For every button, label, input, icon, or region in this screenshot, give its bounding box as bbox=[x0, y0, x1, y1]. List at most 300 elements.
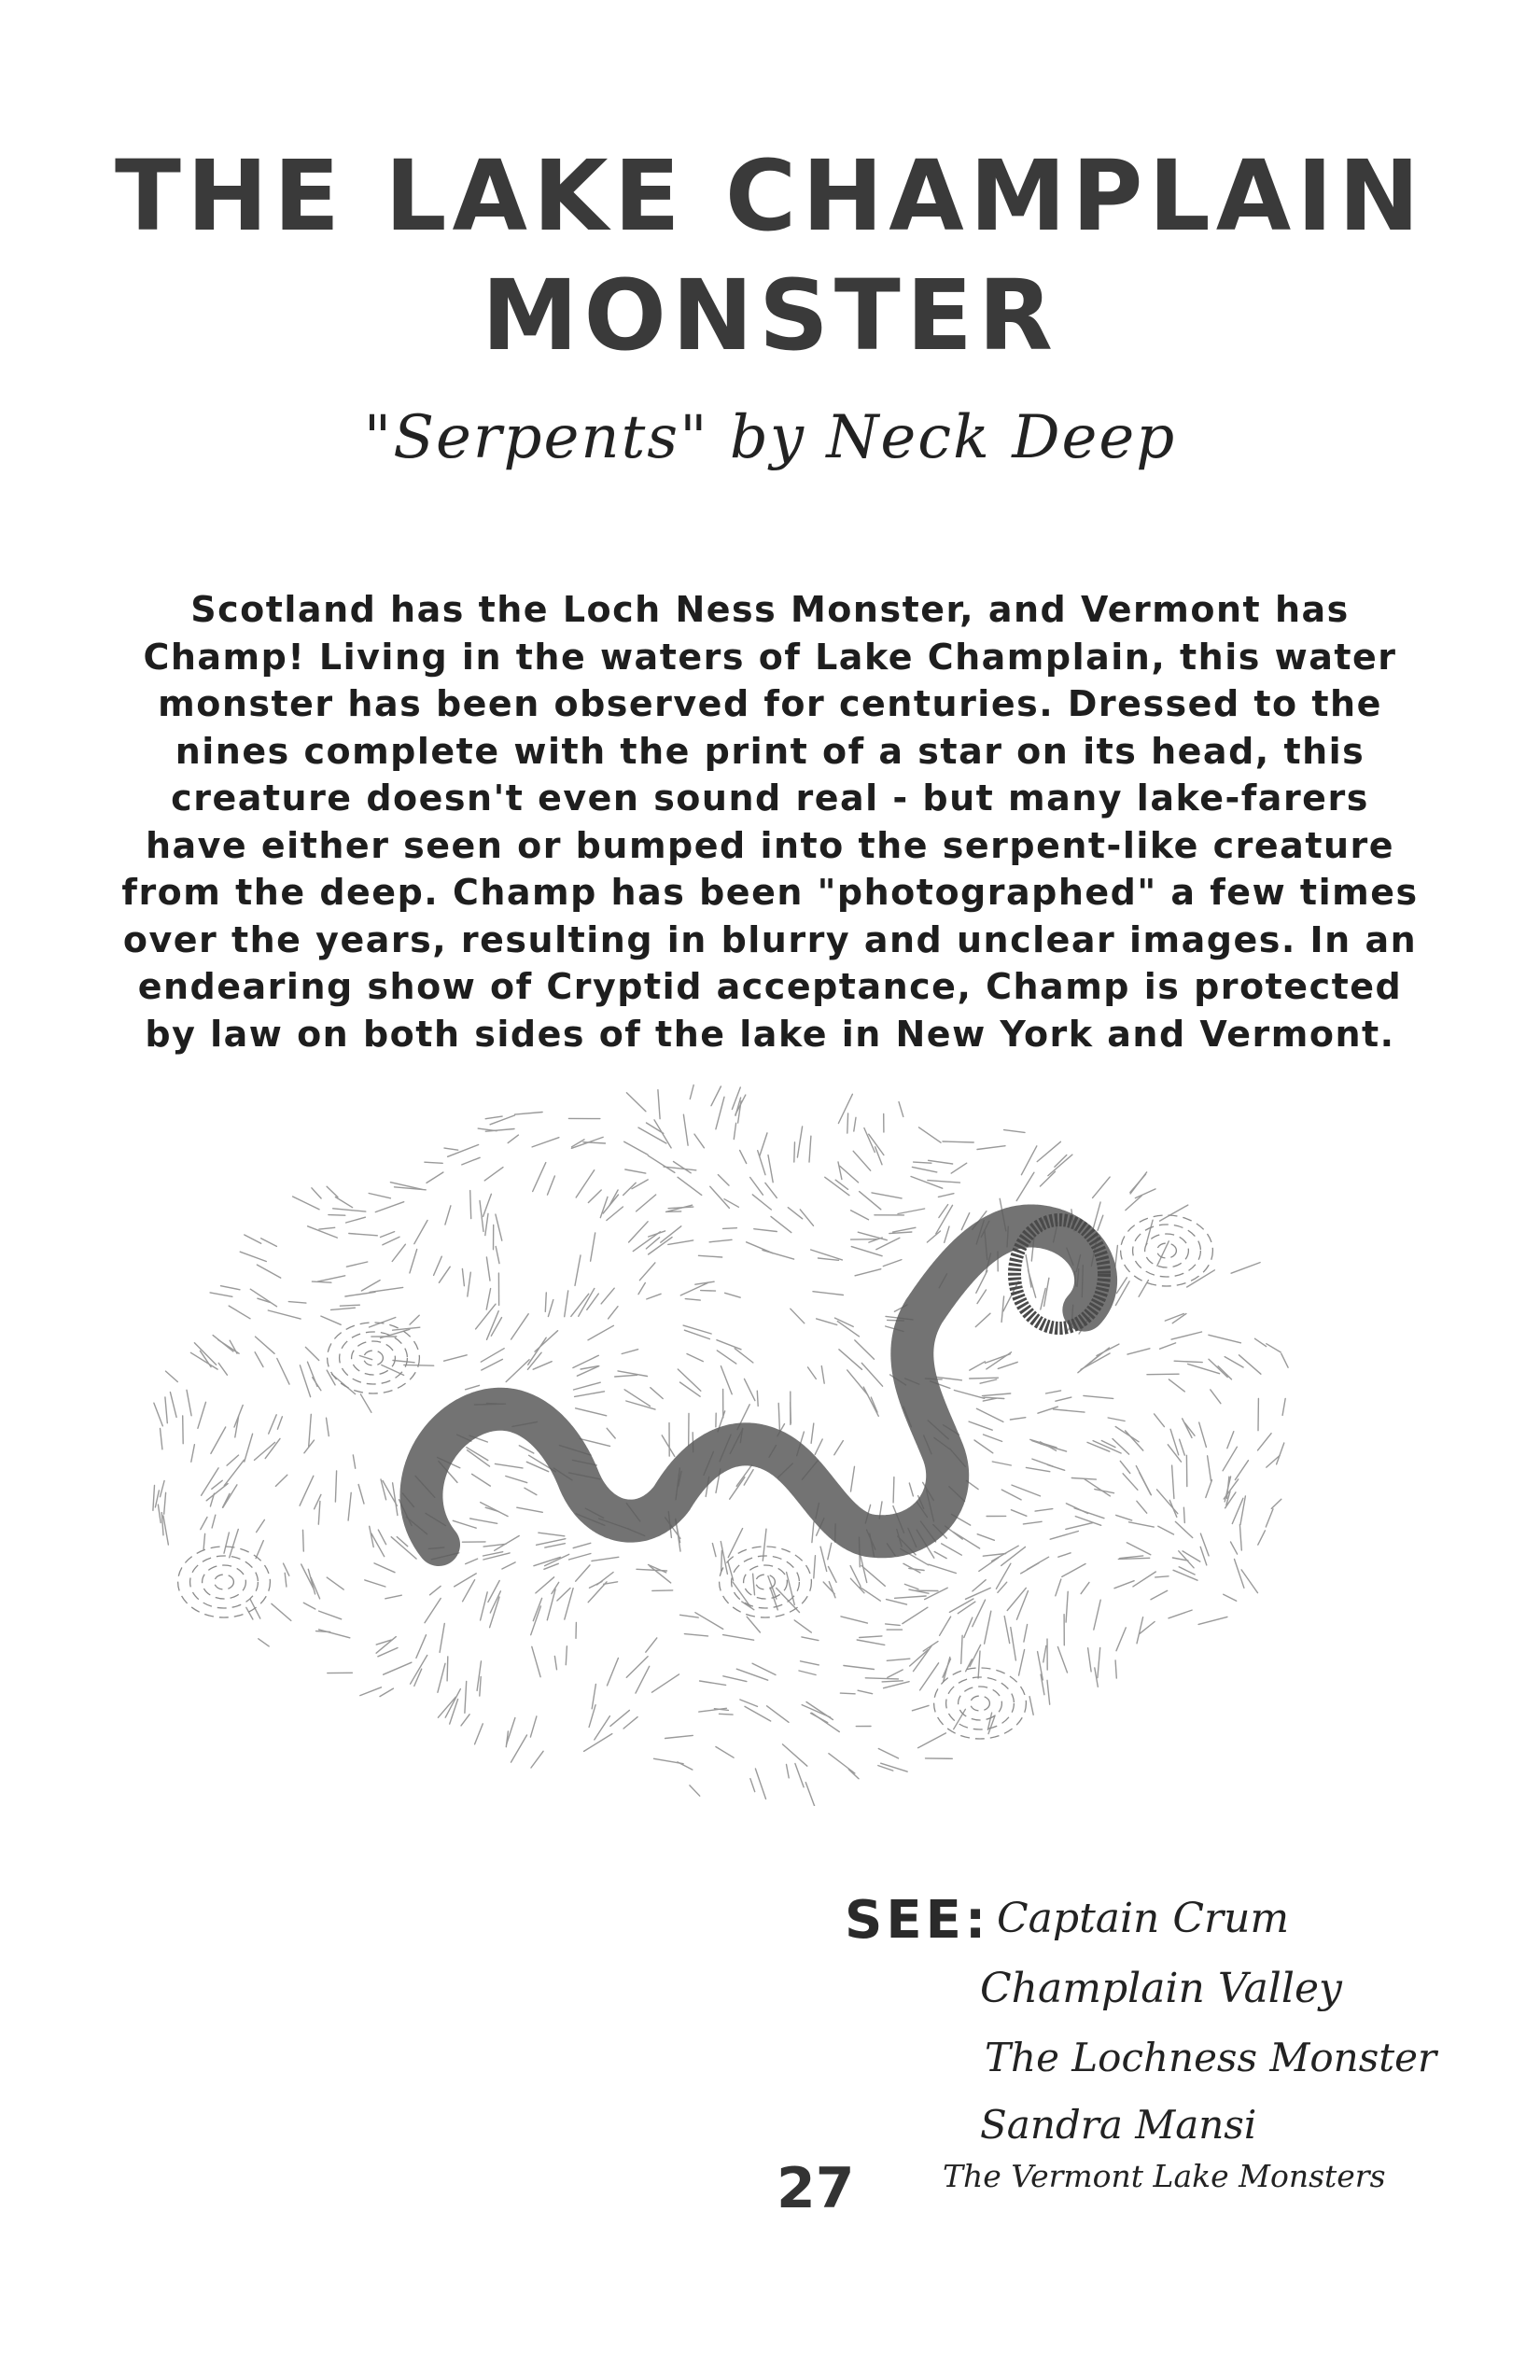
water-stroke bbox=[652, 1590, 673, 1591]
water-stroke bbox=[622, 1350, 637, 1354]
water-stroke bbox=[914, 1645, 932, 1671]
water-stroke bbox=[257, 1519, 265, 1532]
water-stroke bbox=[794, 1620, 811, 1632]
water-stroke bbox=[771, 1216, 791, 1232]
water-stroke bbox=[985, 1611, 991, 1644]
water-stroke bbox=[470, 1191, 471, 1219]
water-stroke bbox=[625, 1169, 646, 1173]
water-stroke bbox=[811, 1423, 814, 1443]
water-stroke bbox=[466, 1559, 478, 1564]
water-stroke bbox=[982, 1393, 1010, 1396]
water-stroke bbox=[212, 1480, 222, 1489]
water-stroke bbox=[825, 1177, 849, 1195]
water-stroke bbox=[1024, 1625, 1028, 1643]
water-stroke bbox=[1081, 1582, 1089, 1593]
water-stroke bbox=[303, 1603, 315, 1609]
water-stroke bbox=[365, 1580, 385, 1587]
water-stroke bbox=[587, 1294, 599, 1309]
water-stroke bbox=[223, 1485, 237, 1507]
water-stroke bbox=[977, 1290, 987, 1304]
water-stroke bbox=[1227, 1432, 1234, 1449]
water-stroke bbox=[221, 1286, 241, 1290]
water-stroke bbox=[361, 1281, 380, 1291]
water-stroke bbox=[1183, 1419, 1192, 1438]
water-stroke bbox=[680, 1283, 707, 1295]
water-stroke bbox=[752, 1195, 771, 1210]
water-stroke bbox=[569, 1554, 591, 1561]
water-stroke bbox=[728, 1529, 742, 1558]
water-stroke bbox=[275, 1475, 287, 1486]
water-stroke bbox=[245, 1235, 261, 1243]
water-stroke bbox=[847, 1113, 848, 1133]
water-stroke bbox=[313, 1378, 321, 1391]
ripple-ring bbox=[1133, 1225, 1201, 1277]
water-stroke bbox=[392, 1244, 405, 1261]
water-stroke bbox=[438, 1663, 445, 1692]
water-stroke bbox=[1155, 1414, 1165, 1427]
water-stroke bbox=[975, 1313, 990, 1326]
water-stroke bbox=[829, 1567, 837, 1583]
water-stroke bbox=[1003, 1281, 1018, 1311]
water-stroke bbox=[1158, 1526, 1174, 1534]
water-stroke bbox=[259, 1639, 269, 1646]
water-stroke bbox=[360, 1394, 371, 1413]
page-number: 27 bbox=[777, 2156, 855, 2221]
water-stroke bbox=[316, 1631, 330, 1632]
water-stroke bbox=[472, 1474, 491, 1486]
water-stroke bbox=[486, 1257, 490, 1281]
water-stroke bbox=[658, 1090, 660, 1119]
water-stroke bbox=[533, 1598, 541, 1620]
water-stroke bbox=[1004, 1130, 1025, 1133]
water-stroke bbox=[575, 1255, 581, 1286]
ripple-ring bbox=[971, 1696, 990, 1711]
water-stroke bbox=[1021, 1563, 1039, 1574]
water-stroke bbox=[747, 1617, 760, 1632]
water-stroke bbox=[345, 1292, 375, 1296]
water-stroke bbox=[690, 1785, 700, 1796]
water-stroke bbox=[346, 1262, 367, 1267]
water-stroke bbox=[448, 1145, 479, 1157]
water-stroke bbox=[1231, 1263, 1260, 1274]
water-stroke bbox=[974, 1440, 993, 1453]
page-title-line-1: THE LAKE CHAMPLAIN bbox=[115, 139, 1425, 253]
water-stroke bbox=[573, 1543, 591, 1547]
water-stroke bbox=[923, 1642, 938, 1652]
water-stroke bbox=[1050, 1532, 1078, 1540]
water-stroke bbox=[712, 1544, 716, 1557]
water-stroke bbox=[734, 1123, 735, 1139]
water-stroke bbox=[255, 1352, 263, 1367]
water-stroke bbox=[904, 1584, 918, 1589]
ripple-ring bbox=[215, 1575, 234, 1589]
water-stroke bbox=[723, 1228, 737, 1229]
water-stroke bbox=[1023, 1521, 1042, 1524]
water-stroke bbox=[1239, 1525, 1241, 1550]
water-stroke bbox=[647, 1123, 664, 1133]
water-stroke bbox=[1043, 1645, 1046, 1662]
water-stroke bbox=[269, 1415, 277, 1434]
water-stroke bbox=[600, 1197, 608, 1217]
water-stroke bbox=[814, 1556, 816, 1578]
water-stroke bbox=[912, 1167, 936, 1172]
water-stroke bbox=[819, 1258, 839, 1260]
water-stroke bbox=[895, 1596, 927, 1598]
water-stroke bbox=[1127, 1543, 1151, 1555]
water-stroke bbox=[694, 1134, 704, 1148]
water-stroke bbox=[973, 1580, 986, 1591]
water-stroke bbox=[515, 1113, 543, 1115]
water-stroke bbox=[1098, 1647, 1100, 1677]
water-stroke bbox=[860, 1587, 880, 1601]
water-stroke bbox=[860, 1636, 882, 1638]
water-stroke bbox=[716, 1747, 734, 1758]
water-stroke bbox=[723, 1635, 754, 1641]
water-stroke bbox=[817, 1319, 837, 1325]
water-stroke bbox=[920, 1663, 939, 1690]
water-stroke bbox=[839, 1350, 862, 1370]
water-stroke bbox=[210, 1293, 232, 1296]
water-stroke bbox=[224, 1533, 229, 1553]
water-stroke bbox=[1041, 1171, 1056, 1186]
water-stroke bbox=[678, 1762, 693, 1770]
water-stroke bbox=[353, 1455, 355, 1468]
water-stroke bbox=[1225, 1357, 1243, 1367]
water-stroke bbox=[319, 1611, 342, 1619]
water-stroke bbox=[953, 1532, 979, 1548]
water-stroke bbox=[984, 1435, 1002, 1441]
water-stroke bbox=[349, 1234, 378, 1236]
water-stroke bbox=[526, 1462, 548, 1471]
water-stroke bbox=[938, 1194, 954, 1197]
water-stroke bbox=[626, 1093, 646, 1112]
water-stroke bbox=[154, 1403, 162, 1426]
water-stroke bbox=[528, 1337, 547, 1365]
ripple-ring bbox=[946, 1677, 1015, 1729]
water-stroke bbox=[1224, 1594, 1237, 1601]
water-stroke bbox=[608, 1659, 619, 1686]
water-stroke bbox=[1281, 1353, 1288, 1367]
water-stroke bbox=[977, 1534, 994, 1541]
water-stroke bbox=[958, 1602, 975, 1614]
water-stroke bbox=[1160, 1343, 1176, 1349]
water-stroke bbox=[685, 1299, 700, 1301]
water-stroke bbox=[720, 1714, 734, 1715]
water-stroke bbox=[624, 1141, 648, 1155]
water-stroke bbox=[481, 1503, 508, 1517]
water-stroke bbox=[416, 1635, 427, 1659]
water-stroke bbox=[554, 1657, 556, 1670]
water-stroke bbox=[321, 1316, 341, 1324]
water-stroke bbox=[767, 1706, 789, 1723]
water-stroke bbox=[961, 1635, 962, 1663]
water-stroke bbox=[979, 1558, 999, 1572]
song-subtitle: "Serpents" by Neck Deep bbox=[363, 403, 1177, 472]
water-stroke bbox=[1169, 1610, 1192, 1618]
water-stroke bbox=[201, 1518, 207, 1530]
water-stroke bbox=[187, 1390, 191, 1416]
water-stroke bbox=[1056, 1397, 1071, 1401]
water-stroke bbox=[453, 1520, 476, 1528]
water-stroke bbox=[805, 1783, 817, 1806]
water-stroke bbox=[802, 1637, 819, 1641]
water-stroke bbox=[943, 1659, 951, 1677]
water-stroke bbox=[256, 1337, 275, 1353]
water-stroke bbox=[165, 1397, 167, 1423]
water-stroke bbox=[240, 1252, 266, 1261]
water-stroke bbox=[1200, 1547, 1207, 1565]
water-stroke bbox=[1120, 1461, 1130, 1473]
water-stroke bbox=[903, 1607, 928, 1623]
water-stroke bbox=[301, 1564, 314, 1589]
water-stroke bbox=[740, 1151, 747, 1164]
water-stroke bbox=[1241, 1570, 1257, 1593]
water-stroke bbox=[576, 1408, 607, 1416]
water-stroke bbox=[170, 1393, 176, 1418]
water-stroke bbox=[878, 1749, 898, 1758]
water-stroke bbox=[1101, 1441, 1115, 1448]
water-stroke bbox=[311, 1577, 319, 1599]
water-stroke bbox=[532, 1646, 540, 1676]
water-stroke bbox=[348, 1492, 351, 1520]
water-stroke bbox=[945, 1226, 949, 1242]
water-stroke bbox=[1174, 1361, 1202, 1362]
water-stroke bbox=[565, 1291, 568, 1317]
water-stroke bbox=[753, 1574, 755, 1595]
water-stroke bbox=[1206, 1480, 1212, 1498]
water-stroke bbox=[815, 1439, 822, 1454]
water-stroke bbox=[808, 1367, 817, 1379]
water-stroke bbox=[980, 1379, 997, 1383]
water-stroke bbox=[876, 1238, 900, 1249]
water-stroke bbox=[531, 1606, 541, 1635]
water-stroke bbox=[318, 1276, 345, 1281]
water-stroke bbox=[654, 1120, 671, 1148]
water-stroke bbox=[358, 1485, 364, 1505]
water-stroke bbox=[683, 1325, 711, 1334]
water-stroke bbox=[161, 1429, 162, 1449]
water-stroke bbox=[1235, 1461, 1248, 1480]
water-stroke bbox=[508, 1135, 518, 1143]
water-stroke bbox=[629, 1222, 649, 1242]
water-stroke bbox=[1057, 1647, 1067, 1673]
water-stroke bbox=[736, 1669, 767, 1680]
water-stroke bbox=[455, 1574, 477, 1587]
water-stroke bbox=[1137, 1501, 1147, 1513]
water-stroke bbox=[488, 1581, 499, 1603]
water-stroke bbox=[647, 1294, 661, 1299]
water-stroke bbox=[1266, 1509, 1273, 1527]
water-stroke bbox=[820, 1547, 827, 1571]
water-stroke bbox=[724, 1199, 738, 1208]
water-stroke bbox=[1127, 1349, 1150, 1354]
water-stroke bbox=[649, 1231, 665, 1237]
water-stroke bbox=[1093, 1177, 1111, 1197]
water-stroke bbox=[575, 1392, 605, 1397]
water-stroke bbox=[1048, 1155, 1072, 1176]
water-stroke bbox=[709, 1239, 732, 1242]
water-stroke bbox=[1180, 1439, 1185, 1455]
water-stroke bbox=[312, 1188, 321, 1198]
water-stroke bbox=[506, 1477, 527, 1483]
water-stroke bbox=[1016, 1591, 1028, 1620]
water-stroke bbox=[783, 1744, 807, 1766]
water-stroke bbox=[763, 1250, 794, 1259]
water-stroke bbox=[690, 1085, 693, 1099]
water-stroke bbox=[1239, 1355, 1261, 1374]
water-stroke bbox=[728, 1561, 734, 1580]
water-stroke bbox=[333, 1209, 366, 1211]
water-stroke bbox=[212, 1515, 216, 1528]
water-stroke bbox=[1157, 1241, 1169, 1266]
water-stroke bbox=[1011, 1510, 1027, 1517]
water-stroke bbox=[335, 1197, 352, 1208]
water-stroke bbox=[812, 1522, 814, 1543]
water-stroke bbox=[1012, 1485, 1041, 1496]
water-stroke bbox=[482, 1359, 503, 1370]
water-stroke bbox=[425, 1599, 441, 1623]
water-stroke bbox=[984, 1397, 1004, 1398]
water-stroke bbox=[857, 1640, 885, 1645]
water-stroke bbox=[909, 1483, 913, 1496]
water-stroke bbox=[370, 1287, 403, 1292]
water-stroke bbox=[665, 1735, 693, 1738]
water-stroke bbox=[1007, 1588, 1026, 1610]
water-stroke bbox=[517, 1507, 543, 1512]
water-stroke bbox=[303, 1530, 304, 1551]
water-stroke bbox=[970, 1378, 999, 1379]
water-stroke bbox=[911, 1177, 943, 1189]
water-stroke bbox=[1066, 1504, 1087, 1514]
water-stroke bbox=[250, 1289, 276, 1307]
water-stroke bbox=[465, 1682, 467, 1714]
water-stroke bbox=[1026, 1255, 1031, 1288]
water-stroke bbox=[1235, 1560, 1244, 1589]
water-stroke bbox=[470, 1519, 497, 1523]
water-stroke bbox=[255, 1442, 275, 1460]
water-stroke bbox=[1171, 1332, 1201, 1339]
water-stroke bbox=[992, 1462, 1011, 1465]
water-stroke bbox=[502, 1562, 515, 1569]
water-stroke bbox=[277, 1359, 289, 1385]
water-stroke bbox=[791, 1309, 805, 1323]
water-stroke bbox=[882, 1681, 903, 1682]
water-stroke bbox=[607, 1428, 615, 1438]
water-stroke bbox=[191, 1445, 195, 1463]
water-stroke bbox=[1037, 1141, 1060, 1161]
water-stroke bbox=[1011, 1628, 1016, 1660]
water-stroke bbox=[1130, 1172, 1147, 1194]
water-stroke bbox=[710, 1186, 730, 1208]
water-stroke bbox=[674, 1162, 692, 1173]
water-stroke bbox=[757, 1391, 758, 1406]
water-stroke bbox=[383, 1237, 399, 1245]
water-stroke bbox=[533, 1362, 552, 1370]
water-stroke bbox=[778, 1404, 779, 1431]
water-stroke bbox=[646, 1638, 657, 1652]
water-stroke bbox=[319, 1630, 350, 1638]
water-stroke bbox=[1108, 1418, 1125, 1421]
water-stroke bbox=[410, 1315, 419, 1324]
water-stroke bbox=[853, 1151, 871, 1170]
water-stroke bbox=[711, 1086, 721, 1106]
water-stroke bbox=[787, 1765, 790, 1778]
water-stroke bbox=[369, 1194, 390, 1198]
water-stroke bbox=[1133, 1572, 1155, 1587]
water-stroke bbox=[1137, 1617, 1143, 1644]
water-stroke bbox=[983, 1398, 996, 1401]
water-stroke bbox=[940, 1617, 951, 1635]
water-stroke bbox=[439, 1267, 450, 1282]
water-stroke bbox=[1021, 1146, 1036, 1175]
water-stroke bbox=[886, 1624, 901, 1626]
body-paragraph: Scotland has the Loch Ness Monster, and Vermont has Champ! Living in the waters of Lake Champlain, this water monster has been observed for centuries. Dressed to the nines complete with the print of a star on its head, this creature doesn't even sound real - but many lake-farers have either seen or bumped into the serpent-like creature from the deep. Champ has been "photographed" a few times over the years, resulting in blurry and unclear images. In an endearing show of Cryptid acceptance, Champ is protected by law on both sides of the lake in New York and Vermont. bbox=[121, 589, 1419, 1055]
water-stroke bbox=[246, 1607, 253, 1619]
water-stroke bbox=[462, 1268, 464, 1285]
water-stroke bbox=[381, 1232, 395, 1238]
water-stroke bbox=[397, 1537, 407, 1547]
water-stroke bbox=[973, 1600, 986, 1627]
water-stroke bbox=[331, 1308, 356, 1309]
water-stroke bbox=[166, 1371, 178, 1381]
water-stroke bbox=[821, 1366, 824, 1384]
water-stroke bbox=[1117, 1278, 1127, 1294]
water-stroke bbox=[393, 1361, 414, 1363]
water-stroke bbox=[1115, 1245, 1118, 1267]
see-also-item: The Lochness Monster bbox=[985, 2035, 1437, 2080]
ripple-ring bbox=[203, 1565, 246, 1599]
water-stroke bbox=[678, 1177, 702, 1195]
water-stroke bbox=[163, 1516, 169, 1545]
water-stroke bbox=[851, 1247, 882, 1256]
water-stroke bbox=[1098, 1215, 1103, 1230]
water-stroke bbox=[1115, 1660, 1116, 1678]
water-stroke bbox=[1081, 1353, 1110, 1369]
water-stroke bbox=[699, 1255, 722, 1257]
water-stroke bbox=[752, 1663, 776, 1674]
water-stroke bbox=[735, 1349, 753, 1363]
water-stroke bbox=[744, 1470, 753, 1486]
water-stroke bbox=[954, 1391, 984, 1399]
water-stroke bbox=[809, 1136, 811, 1162]
water-stroke bbox=[288, 1302, 306, 1304]
water-stroke bbox=[1282, 1398, 1285, 1415]
water-stroke bbox=[1223, 1447, 1237, 1471]
water-stroke bbox=[374, 1563, 395, 1573]
water-stroke bbox=[834, 1441, 844, 1455]
water-stroke bbox=[548, 1176, 555, 1195]
water-stroke bbox=[970, 1362, 986, 1370]
water-stroke bbox=[835, 1180, 847, 1189]
water-stroke bbox=[1116, 1628, 1126, 1651]
water-stroke bbox=[717, 1340, 741, 1350]
water-stroke bbox=[496, 1214, 502, 1240]
water-stroke bbox=[978, 1651, 980, 1678]
water-stroke bbox=[914, 1162, 931, 1163]
water-stroke bbox=[588, 1190, 601, 1203]
water-stroke bbox=[384, 1662, 412, 1674]
water-stroke bbox=[485, 1213, 488, 1235]
water-stroke bbox=[829, 1754, 855, 1773]
water-stroke bbox=[536, 1577, 554, 1593]
water-stroke bbox=[1094, 1600, 1100, 1630]
water-stroke bbox=[861, 1363, 882, 1386]
see-also-item: Champlain Valley bbox=[980, 1965, 1342, 2012]
see-also-label: SEE: bbox=[845, 1890, 990, 1951]
water-stroke bbox=[539, 1533, 565, 1536]
water-stroke bbox=[1088, 1648, 1092, 1672]
water-stroke bbox=[444, 1148, 458, 1150]
